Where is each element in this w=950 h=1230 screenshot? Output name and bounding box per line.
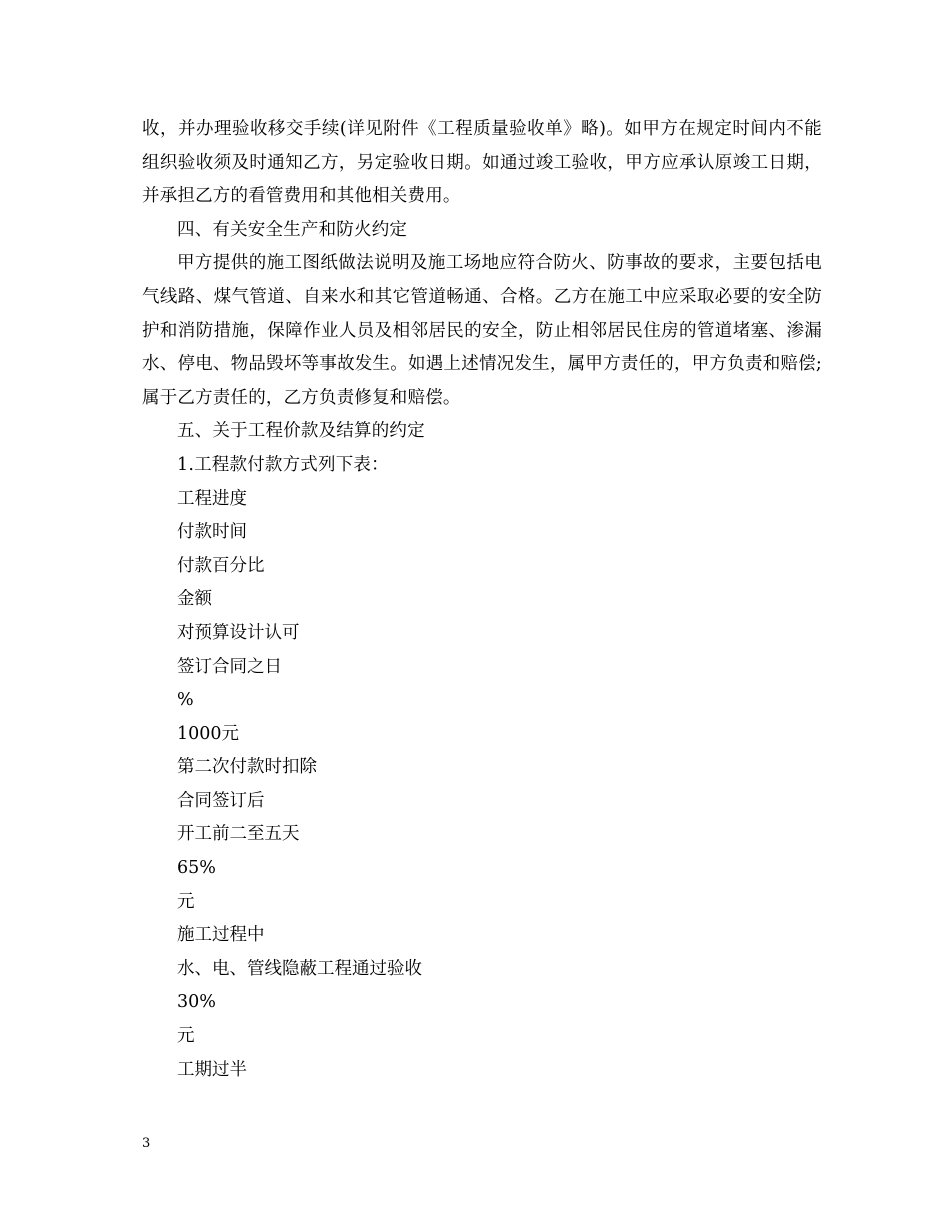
payment-item-1: 1.工程款付款方式列下表：	[177, 454, 389, 475]
table-line: 工程进度	[177, 488, 247, 509]
heading-safety: 四、有关安全生产和防火约定	[177, 219, 408, 240]
table-line: 工期过半	[177, 1059, 247, 1080]
table-line: 付款百分比	[177, 555, 265, 576]
table-line: 付款时间	[177, 522, 247, 543]
table-line: 水、电、管线隐蔽工程通过验收	[177, 958, 422, 979]
table-line: 签订合同之日	[177, 656, 282, 677]
table-line: 元	[177, 891, 195, 912]
table-line: 施工过程中	[177, 925, 265, 946]
document-body	[142, 113, 822, 1087]
table-line: 元	[177, 1026, 195, 1047]
table-line: 30%	[177, 992, 216, 1013]
table-line: 金额	[177, 589, 212, 610]
table-line: 1000元	[177, 723, 240, 744]
page-number: 3	[142, 1136, 151, 1151]
paragraph-acceptance: 收，并办理验收移交手续(详见附件《工程质量验收单》略)。如甲方在规定时间内不能组织验收须及时通知乙方，另定验收日期。如通过竣工验收，甲方应承认原竣工日期，并承担乙方的看管费用和其他相关费用。	[142, 119, 822, 207]
heading-payment: 五、关于工程价款及结算的约定	[177, 421, 425, 442]
table-line: 开工前二至五天	[177, 824, 300, 845]
table-line: %	[177, 690, 194, 711]
table-line: 合同签订后	[177, 790, 265, 811]
table-line: 对预算设计认可	[177, 622, 300, 643]
table-line: 65%	[177, 858, 216, 879]
payment-table-lines	[142, 483, 822, 1088]
table-line: 第二次付款时扣除	[177, 757, 317, 778]
paragraph-safety: 甲方提供的施工图纸做法说明及施工场地应符合防火、防事故的要求，主要包括电气线路、煤气管道、自来水和其它管道畅通、合格。乙方在施工中应采取必要的安全防护和消防措施，保障作业人员及相邻居民的安全，防止相邻居民住房的管道堵塞、渗漏水、停电、物品毁坏等事故发生。如遇上述情况发生，属甲方责任的，甲方负责和赔偿;属于乙方责任的，乙方负责修复和赔偿。	[142, 253, 822, 408]
